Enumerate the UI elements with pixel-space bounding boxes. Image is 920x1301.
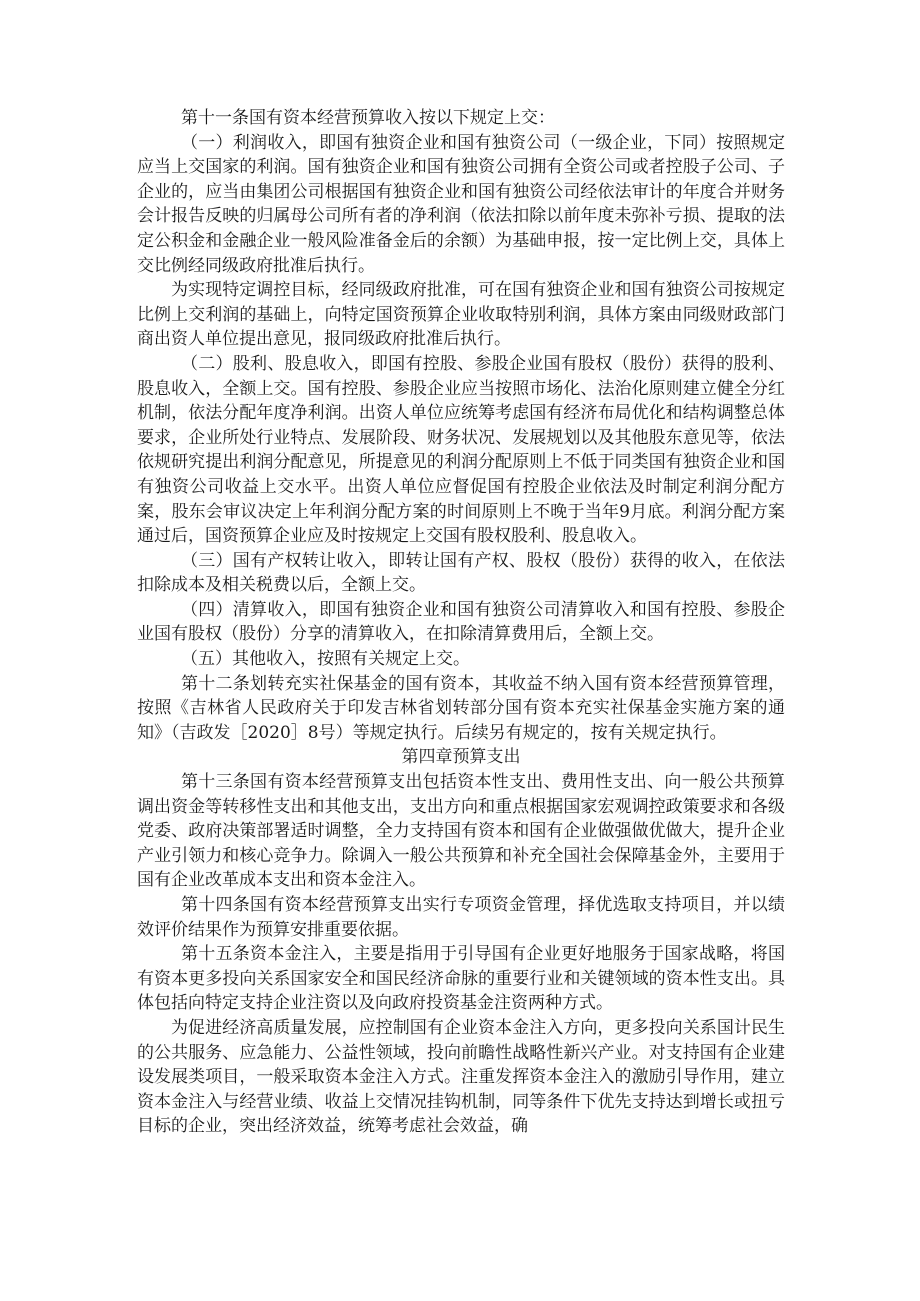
article-14: 第十四条国有资本经营预算支出实行专项资金管理，择优选取支持项目，并以绩效评价结果作为预算安排重要依据。	[137, 895, 785, 940]
article-13: 第十三条国有资本经营预算支出包括资本性支出、费用性支出、向一般公共预算调出资金等转移性支出和其他支出，支出方向和重点根据国家宏观调控政策要求和各级党委、政府决策部署适时调整，全力支持国有资本和国有企业做强做优做大，提升企业产业引领力和核心竞争力。除调入一般公共预算和补充全国社会保障基金外，主要用于国有企业改革成本支出和资本金注入。	[137, 772, 785, 891]
article-11-item-3: （三）国有产权转让收入，即转让国有产权、股权（股份）获得的收入，在依法扣除成本及相关税费以后，全额上交。	[137, 550, 785, 596]
article-12: 第十二条划转充实社保基金的国有资本，其收益不纳入国有资本经营预算管理，按照《吉林省人民政府关于印发吉林省划转部分国有资本充实社保基金实施方案的通知》（吉政发［2020］8号）等规定执行。后续另有规定的，按有关规定执行。	[137, 673, 785, 743]
article-11-item-2: （二）股利、股息收入，即国有控股、参股企业国有股权（股份）获得的股利、股息收入，全额上交。国有控股、参股企业应当按照市场化、法治化原则建立健全分红机制，依法分配年度净利润。出资人单位应统筹考虑国有经济布局优化和结构调整总体要求，企业所处行业特点、发展阶段、财务状况、发展规划以及其他股东意见等，依法依规研究提出利润分配意见，所提意见的利润分配原则上不低于同类国有独资企业和国有独资公司收益上交水平。出资人单位应督促国有控股企业依法及时制定利润分配方案，股东会审议决定上年利润分配方案的时间原则上不晚于当年9月底。利润分配方案通过后，国资预算企业应及时按规定上交国有股权股利、股息收入。	[137, 353, 785, 547]
article-11-item-1: （一）利润收入，即国有独资企业和国有独资公司（一级企业，下同）按照规定应当上交国家的利润。国有独资企业和国有独资公司拥有全资公司或者控股子公司、子企业的，应当由集团公司根据国有独资企业和国有独资公司经依法审计的年度合并财务会计报告反映的归属母公司所有者的净利润（依法扣除以前年度未弥补亏损、提取的法定公积金和金融企业一般风险准备金后的余额）为基础申报，按一定比例上交，具体上交比例经同级政府批准后执行。	[137, 132, 785, 276]
chapter-4-heading: 第四章预算支出	[401, 747, 521, 768]
document-body	[137, 106, 785, 1139]
article-15: 第十五条资本金注入，主要是指用于引导国有企业更好地服务于国家战略，将国有资本更多投向关系国家安全和国民经济命脉的重要行业和关键领域的资本性支出。具体包括向特定支持企业注资以及向政府投资基金注资两种方式。	[137, 944, 785, 1014]
article-11-intro: 第十一条国有资本经营预算收入按以下规定上交：	[181, 108, 555, 128]
article-11-item-4: （四）清算收入，即国有独资企业和国有独资公司清算收入和国有控股、参股企业国有股权（股份）分享的清算收入，在扣除清算费用后，全额上交。	[137, 599, 785, 645]
article-15-capital-injection: 为促进经济高质量发展，应控制国有企业资本金注入方向，更多投向关系国计民生的公共服务、应急能力、公益性领域，投向前瞻性战略性新兴产业。对支持国有企业建设发展类项目，一般采取资本金注入方式。注重发挥资本金注入的激励引导作用，建立资本金注入与经营业绩、收益上交情况挂钩机制，同等条件下优先支持达到增长或扭亏目标的企业，突出经济效益，统筹考虑社会效益，确	[137, 1017, 785, 1137]
article-11-item-5: （五）其他收入，按照有关规定上交。	[181, 649, 470, 670]
article-11-special-profit: 为实现特定调控目标，经同级政府批准，可在国有独资企业和国有独资公司按规定比例上交利润的基础上，向特定国资预算企业收取特别利润，具体方案由同级财政部门商出资人单位提出意见，报同级政府批准后执行。	[137, 280, 785, 350]
